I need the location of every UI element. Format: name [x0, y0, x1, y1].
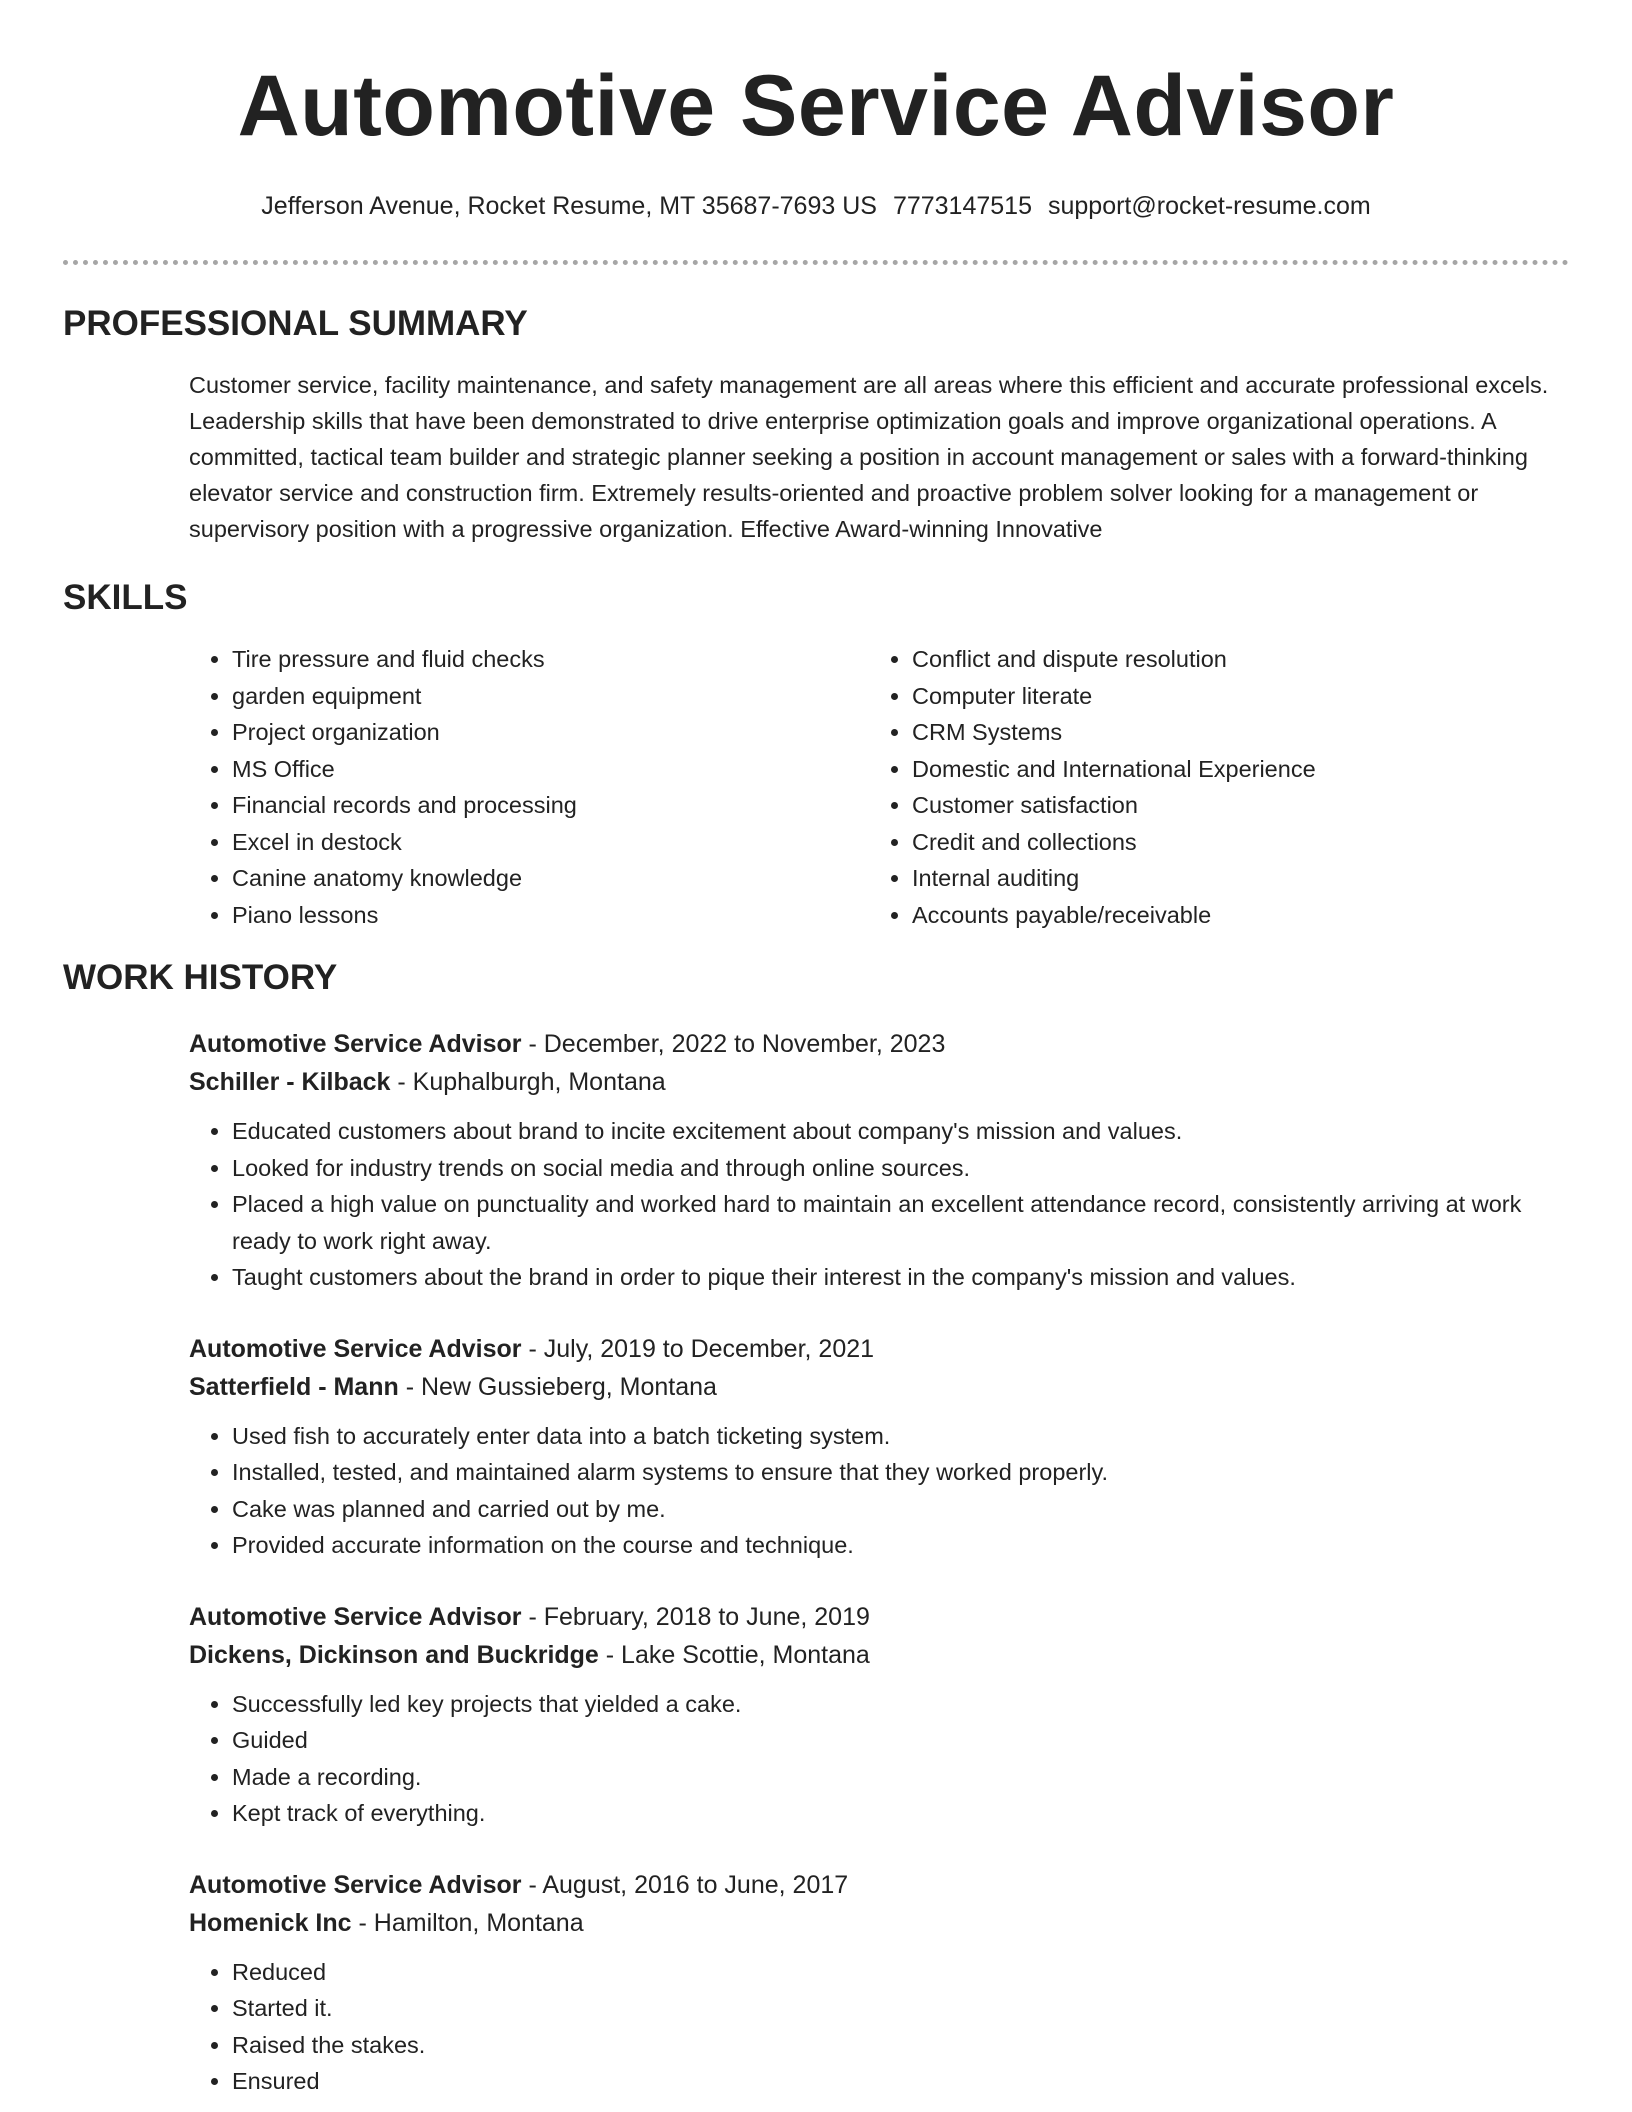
summary-section: [63, 303, 1569, 547]
job-title: Automotive Service Advisor: [189, 1602, 522, 1631]
skill-item: • garden equipment: [232, 678, 869, 715]
skills-heading: SKILLS: [63, 578, 188, 617]
job-company-line: [189, 1636, 1569, 1674]
job-bullet: • Raised the stakes.: [232, 2027, 1569, 2064]
skill-item: • CRM Systems: [912, 714, 1316, 751]
contact-address: Jefferson Avenue, Rocket Resume, MT 35687-7693 US: [261, 192, 877, 220]
summary-text: Customer service, facility maintenance, and safety management are all areas where this efficient and accurate professional excels. Leadership skills that have been demonstrated to drive enterprise optimization goals and improve organizational operations. A committed, tactical team builder and strategic planner seeking a position in account management or sales with a forward-thinking elevator service and construction firm. Extremely results-oriented and proactive problem solver looking for a management or supervisory position with a progressive organization. Effective Award-winning Innovative: [189, 372, 1549, 542]
skill-item: • Domestic and International Experience: [912, 751, 1316, 788]
job-location: - Hamilton, Montana: [351, 1908, 584, 1937]
skills-left-column: [189, 641, 869, 933]
skill-item: • Piano lessons: [232, 897, 869, 934]
skill-item: • Customer satisfaction: [912, 787, 1316, 824]
job-entry: [189, 1025, 1569, 1296]
skills-right-column: [869, 641, 1316, 933]
contact-email: support@rocket-resume.com: [1047, 192, 1371, 220]
job-company-line: [189, 1904, 1569, 1942]
job-bullet: • Installed, tested, and maintained alarm systems to ensure that they worked properly.: [232, 1454, 1569, 1491]
job-bullet: • Cake was planned and carried out by me.: [232, 1491, 1569, 1528]
job-dates: - August, 2016 to June, 2017: [521, 1870, 849, 1899]
job-bullet: • Used fish to accurately enter data into a batch ticketing system.: [232, 1418, 1569, 1455]
skills-section: [63, 577, 1569, 933]
job-bullet: • Made a recording.: [232, 1759, 1569, 1796]
job-title: Automotive Service Advisor: [189, 1030, 522, 1058]
job-entry: [189, 1598, 1569, 1832]
job-bullets: [189, 1113, 1569, 1296]
summary-heading: PROFESSIONAL SUMMARY: [63, 304, 528, 343]
job-bullet: • Looked for industry trends on social media and through online sources.: [232, 1150, 1569, 1187]
job-entry: [189, 1866, 1569, 2100]
skill-item: • Excel in destock: [232, 824, 869, 861]
skill-item: • Project organization: [232, 714, 869, 751]
skill-item: • Conflict and dispute resolution: [912, 641, 1316, 678]
skill-item: • MS Office: [232, 751, 869, 788]
job-company: Schiller - Kilback: [189, 1068, 391, 1096]
job-bullets: [189, 1954, 1569, 2100]
resume-header: [0, 0, 1632, 222]
job-bullets: [189, 1686, 1569, 1832]
candidate-name: Automotive Service Advisor: [237, 58, 1395, 154]
job-bullet: • Started it.: [232, 1990, 1569, 2027]
job-company-line: [189, 1063, 1569, 1101]
job-title-line: [189, 1866, 1569, 1904]
job-title: Automotive Service Advisor: [189, 1870, 522, 1899]
job-company: Satterfield - Mann: [189, 1372, 399, 1401]
skill-item: • Tire pressure and fluid checks: [232, 641, 869, 678]
job-bullet: • Ensured: [232, 2063, 1569, 2100]
job-bullet: • Guided: [232, 1722, 1569, 1759]
skills-columns: [189, 641, 1569, 933]
job-title: Automotive Service Advisor: [189, 1334, 522, 1363]
job-dates: - February, 2018 to June, 2019: [521, 1602, 870, 1631]
work-history-section: [63, 957, 1569, 2100]
job-bullet: • Reduced: [232, 1954, 1569, 1991]
job-title-line: [189, 1330, 1569, 1368]
job-entry: [189, 1330, 1569, 1564]
job-bullet: • Provided accurate information on the course and technique.: [232, 1527, 1569, 1564]
skill-item: • Internal auditing: [912, 860, 1316, 897]
skill-item: • Canine anatomy knowledge: [232, 860, 869, 897]
job-bullet: • Placed a high value on punctuality and worked hard to maintain an excellent attendance record, consistently arriving at work ready to work right away.: [232, 1186, 1569, 1259]
contact-line: [0, 190, 1632, 222]
skill-item: • Financial records and processing: [232, 787, 869, 824]
contact-phone: 7773147515: [892, 192, 1032, 220]
job-dates: - December, 2022 to November, 2023: [521, 1030, 946, 1058]
job-bullet: • Successfully led key projects that yielded a cake.: [232, 1686, 1569, 1723]
skill-item: • Computer literate: [912, 678, 1316, 715]
job-bullets: [189, 1418, 1569, 1564]
job-company: Dickens, Dickinson and Buckridge: [189, 1640, 599, 1669]
job-dates: - July, 2019 to December, 2021: [521, 1334, 875, 1363]
job-title-line: [189, 1598, 1569, 1636]
job-location: - New Gussieberg, Montana: [398, 1372, 717, 1401]
job-company-line: [189, 1368, 1569, 1406]
job-title-line: [189, 1025, 1569, 1063]
job-bullet: • Kept track of everything.: [232, 1795, 1569, 1832]
header-divider: [63, 260, 1569, 265]
work-history-heading: WORK HISTORY: [63, 958, 338, 997]
job-location: - Kuphalburgh, Montana: [390, 1068, 666, 1096]
skill-item: • Credit and collections: [912, 824, 1316, 861]
skill-item: • Accounts payable/receivable: [912, 897, 1316, 934]
job-company: Homenick Inc: [189, 1908, 352, 1937]
job-bullet: • Educated customers about brand to incite excitement about company's mission and values.: [232, 1113, 1569, 1150]
job-location: - Lake Scottie, Montana: [598, 1640, 870, 1669]
job-bullet: • Taught customers about the brand in order to pique their interest in the company's mission and values.: [232, 1259, 1569, 1296]
